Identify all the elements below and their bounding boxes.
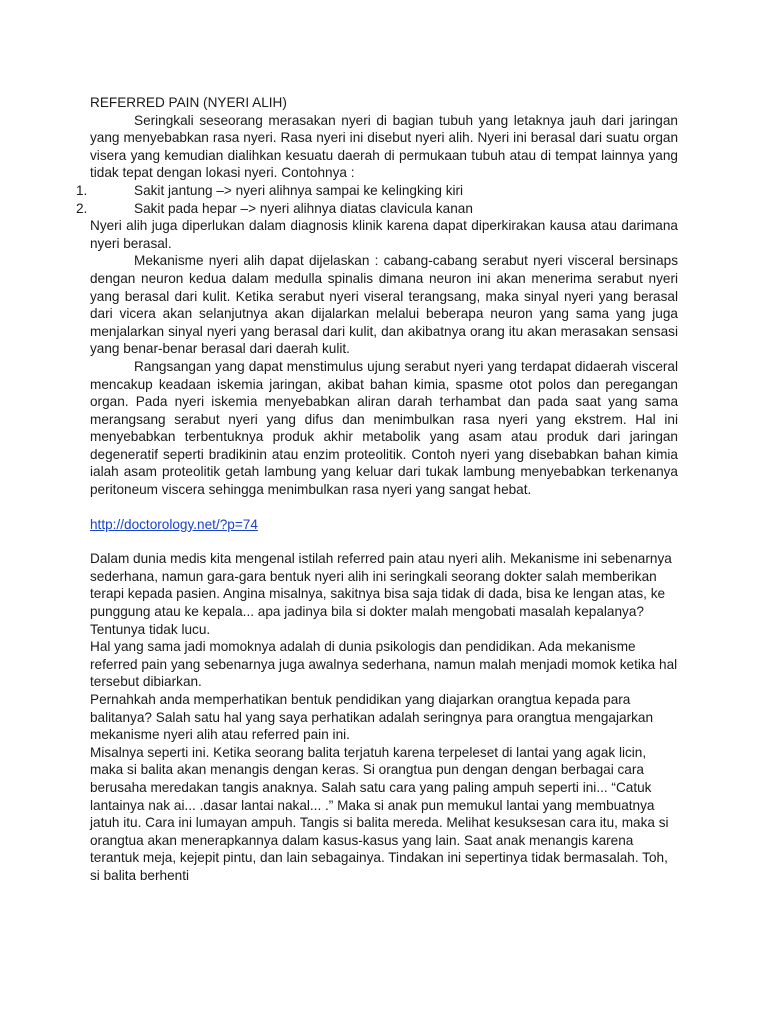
article-paragraph: Hal yang sama jadi momoknya adalah di dunia psikologis dan pendidikan. Ada mekanisme referred pain yang sebenarnya juga awalnya sederhana, namun malah menjadi momok ketika hal tersebut dibiarkan. [90, 639, 678, 690]
article-paragraph: Misalnya seperti ini. Ketika seorang balita terjatuh karena terpeleset di lantai yang agak licin, maka si balita akan menangis dengan keras. Si orangtua pun dengan dengan berbagai cara berusaha meredakan tangis anaknya. Salah satu cara yang paling ampuh seperti ini... “Catuk lantainya nak ai... .dasar lantai nakal... .” Maka si anak pun memukul lantai yang membuatnya jatuh itu. Cara ini lumayan ampuh. Tangis si balita mereda. Melihat kesuksesan cara itu, maka si orangtua akan menerapkannya dalam kasus-kasus yang lain. Saat anak menangis karena terantuk meja, kejepit pintu, dan lain sebagainya. Tindakan ini sepertinya tidak bermasalah. Toh, si balita berhenti [90, 744, 669, 883]
list-item [76, 182, 678, 200]
diagnosis-paragraph: Nyeri alih juga diperlukan dalam diagnosis klinik karena dapat diperkirakan kausa atau darimana nyeri berasal. [90, 218, 678, 251]
examples-list [76, 182, 678, 217]
list-item [76, 200, 678, 218]
list-number: 2. [76, 200, 88, 216]
source-link[interactable]: http://doctorology.net/?p=74 [90, 516, 258, 532]
list-item-text: Sakit jantung –> nyeri alihnya sampai ke kelingking kiri [134, 182, 464, 198]
mechanism-paragraph: Mekanisme nyeri alih dapat dijelaskan : cabang-cabang serabut nyeri visceral bersinaps dengan neuron kedua dalam medulla spinalis dimana neuron ini akan menerima serabut nyeri yang berasal dari kulit. Ketika serabut nyeri viseral terangsang, maka sinyal nyeri yang berasal dari vicera akan selanjutnya akan dijalarkan melalui beberapa neuron yang sama yang juga menjalarkan sinyal nyeri yang berasal dari kulit, dan akibatnya orang itu akan merasakan sensasi yang benar-benar berasal dari daerah kulit. [90, 253, 678, 357]
stimulus-paragraph: Rangsangan yang dapat menstimulus ujung serabut nyeri yang terdapat didaerah visceral mencakup keadaan iskemia jaringan, akibat bahan kimia, spasme otot polos dan peregangan organ. Pada nyeri iskemia menyebabkan aliran darah terhambat dan pada saat yang sama merangsang serabut nyeri yang difus dan menimbulkan rasa nyeri yang ekstrem. Hal ini menyebabkan terbentuknya produk akhir metabolik yang asam atau produk dari jaringan degeneratif seperti bradikinin atau enzim proteolitik. Contoh nyeri yang disebabkan bahan kimia ialah asam proteolitik getah lambung yang keluar dari tukak lambung menyebabkan terkenanya peritoneum viscera sehingga menimbulkan rasa nyeri yang sangat hebat. [90, 358, 678, 498]
document-page [76, 94, 678, 885]
list-item-text: Sakit pada hepar –> nyeri alihnya diatas clavicula kanan [134, 200, 473, 216]
article-paragraph: Dalam dunia medis kita mengenal istilah referred pain atau nyeri alih. Mekanisme ini sebenarnya sederhana, namun gara-gara bentuk nyeri alih ini seringkali seorang dokter salah memberikan terapi kepada pasien. Angina misalnya, sakitnya bisa saja tidak di dada, bisa ke lengan atas, ke punggung atau ke kepala... apa jadinya bila si dokter malah mengobati masalah kepalanya? Tentunya tidak lucu. [90, 551, 672, 637]
intro-paragraph: Seringkali seseorang merasakan nyeri di bagian tubuh yang letaknya jauh dari jaringan yang menyebabkan rasa nyeri. Rasa nyeri ini disebut nyeri alih. Nyeri ini berasal dari suatu organ visera yang kemudian dialihkan kesuatu daerah di permukaan tubuh atau di tempat lainnya yang tidak tepat dengan lokasi nyeri. Contohnya : [90, 112, 678, 181]
spacer [90, 533, 678, 550]
article-paragraph: Pernahkah anda memperhatikan bentuk pendidikan yang diajarkan orangtua kepada para balitanya? Salah satu hal yang saya perhatikan adalah seringnya para orangtua mengajarkan mekanisme nyeri alih atau referred pain ini. [90, 692, 654, 743]
spacer [90, 499, 678, 516]
list-number: 1. [76, 182, 88, 198]
document-title: REFERRED PAIN (NYERI ALIH) [90, 95, 287, 110]
